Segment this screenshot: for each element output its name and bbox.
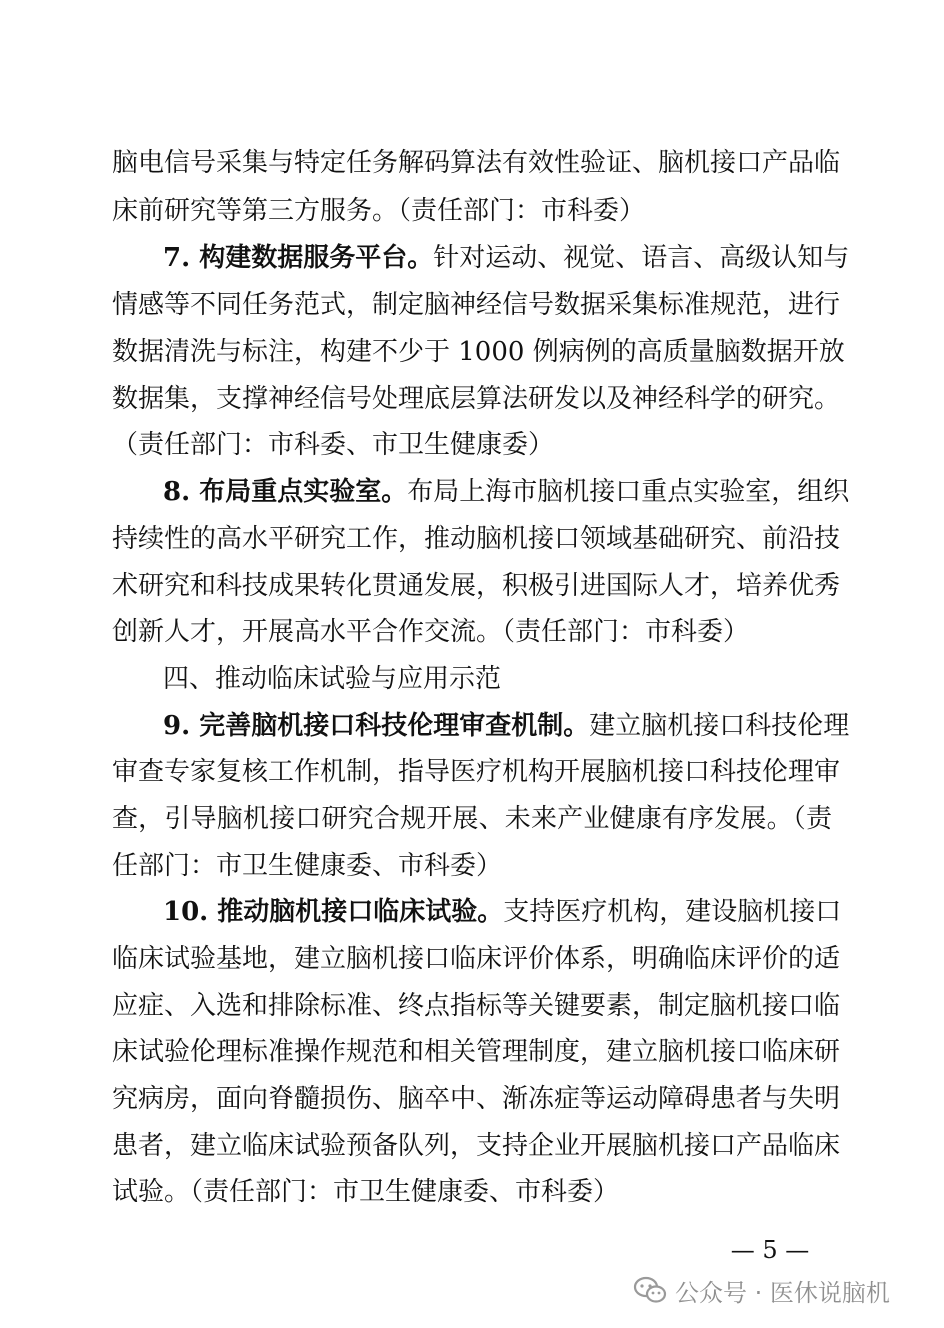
item-title: 10. 推动脑机接口临床试验。 — [163, 897, 504, 927]
text-line — [112, 430, 832, 460]
line-text: 任部门：市卫生健康委、市科委） — [112, 851, 503, 881]
text-line — [112, 196, 832, 226]
line-text: 支持医疗机构，建设脑机接口 — [503, 897, 842, 927]
line-text: 术研究和科技成果转化贯通发展，积极引进国际人才，培养优秀 — [112, 571, 841, 601]
text-line — [163, 711, 850, 741]
text-line — [112, 571, 841, 601]
page-number: — 5 — — [730, 1236, 810, 1264]
line-text: 创新人才，开展高水平合作交流。（责任部门：市科委） — [112, 617, 750, 647]
text-line — [163, 243, 850, 273]
item-title: 8. 布局重点实验室。 — [163, 477, 408, 507]
line-text: 试验。（责任部门：市卫生健康委、市科委） — [112, 1177, 620, 1207]
line-text: 针对运动、视觉、语言、高级认知与 — [433, 243, 850, 273]
line-text: 情感等不同任务范式，制定脑神经信号数据采集标准规范，进行 — [112, 290, 841, 320]
text-line — [112, 1037, 841, 1067]
line-text: 应症、入选和排除标准、终点指标等关键要素，制定脑机接口临 — [112, 991, 841, 1021]
text-line — [112, 804, 832, 834]
line-text: 持续性的高水平研究工作，推动脑机接口领域基础研究、前沿技 — [112, 524, 841, 554]
section-heading: 四、推动临床试验与应用示范 — [163, 664, 502, 694]
text-line — [112, 617, 832, 647]
line-text: 布局上海市脑机接口重点实验室，组织 — [407, 477, 850, 507]
line-text: 究病房，面向脊髓损伤、脑卒中、渐冻症等运动障碍患者与失明 — [112, 1084, 841, 1114]
text-line — [112, 1131, 841, 1161]
line-text: 脑电信号采集与特定任务解码算法有效性验证、脑机接口产品临 — [112, 148, 841, 178]
wechat-icon — [633, 1275, 667, 1305]
line-text: 床试验伦理标准操作规范和相关管理制度，建立脑机接口临床研 — [112, 1037, 841, 1067]
watermark — [633, 1272, 890, 1308]
text-line — [112, 1084, 841, 1114]
line-text: 患者，建立临床试验预备队列，支持企业开展脑机接口产品临床 — [112, 1131, 841, 1161]
line-text: 审查专家复核工作机制，指导医疗机构开展脑机接口科技伦理审 — [112, 757, 841, 787]
text-line — [112, 944, 841, 974]
line-text: 数据集，支撑神经信号处理底层算法研发以及神经科学的研究。 — [112, 384, 841, 414]
line-text: 临床试验基地，建立脑机接口临床评价体系，明确临床评价的适 — [112, 944, 841, 974]
line-text: 床前研究等第三方服务。（责任部门：市科委） — [112, 196, 646, 226]
text-line — [112, 851, 832, 881]
line-text: 查，引导脑机接口研究合规开展、未来产业健康有序发展。（责 — [112, 804, 832, 834]
watermark-text: 公众号 · 医休说脑机 — [675, 1278, 890, 1307]
text-line — [112, 337, 845, 367]
text-line — [112, 1177, 832, 1207]
line-text: 数据清洗与标注，构建不少于 1000 例病例的高质量脑数据开放 — [112, 337, 845, 367]
text-line — [112, 290, 841, 320]
line-text: 建立脑机接口科技伦理 — [589, 711, 850, 741]
text-line — [163, 477, 850, 507]
text-line — [112, 524, 841, 554]
text-line — [112, 148, 841, 178]
item-title: 9. 完善脑机接口科技伦理审查机制。 — [163, 711, 590, 741]
line-text: （责任部门：市科委、市卫生健康委） — [112, 430, 555, 460]
text-line — [163, 897, 842, 927]
text-line — [112, 757, 841, 787]
item-title: 7. 构建数据服务平台。 — [163, 243, 434, 273]
text-line — [112, 991, 841, 1021]
text-line — [112, 384, 841, 414]
